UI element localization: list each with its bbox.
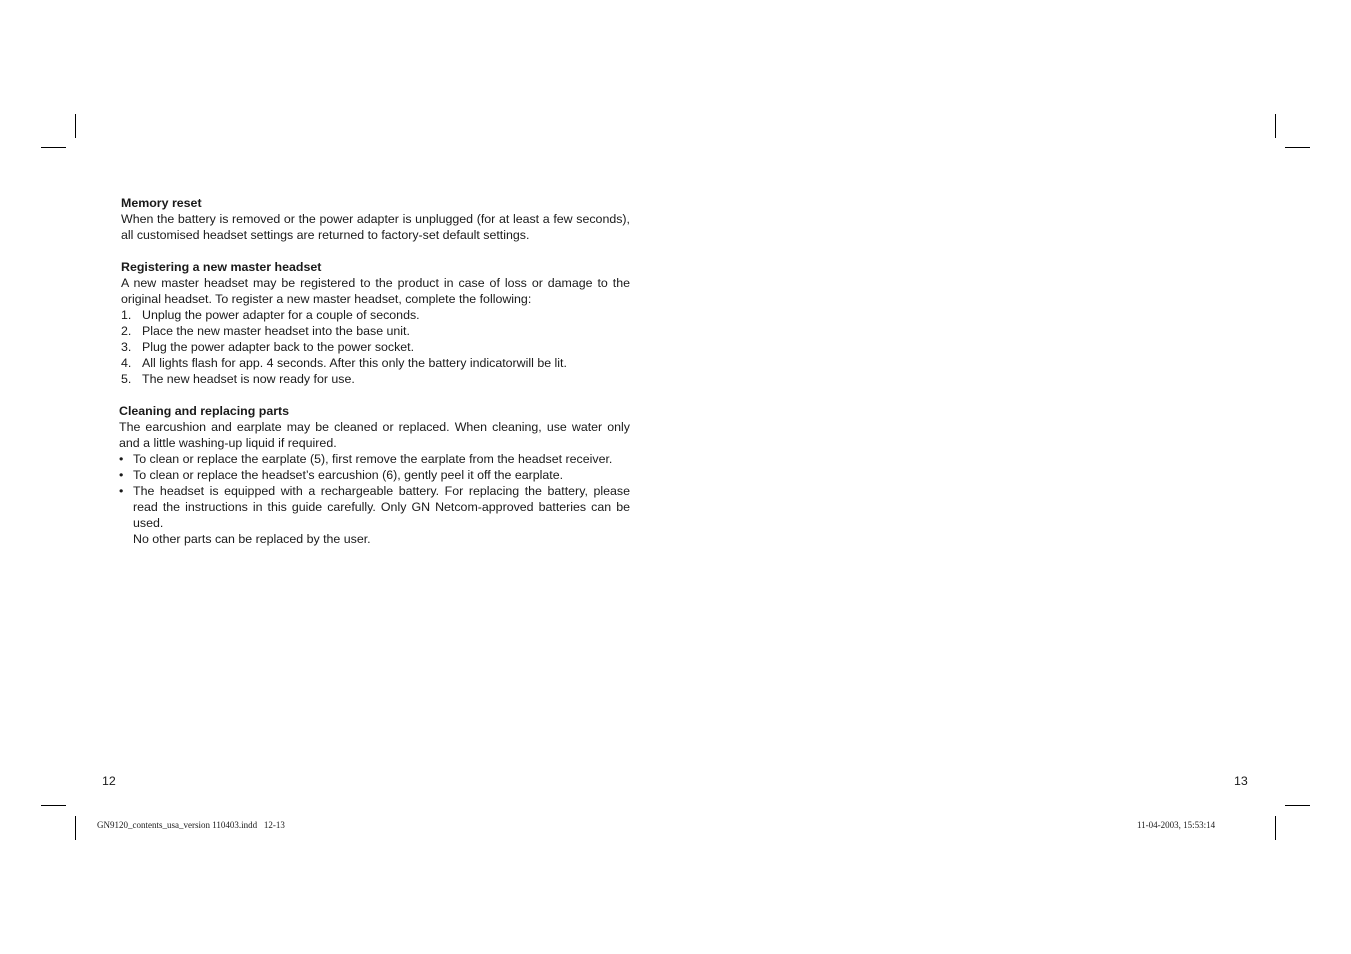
step-number: 2. [121, 324, 132, 338]
list-item [119, 483, 630, 531]
list-item [121, 339, 630, 355]
crop-mark-bottom-right-horizontal [1285, 805, 1310, 806]
bullet-text: The headset is equipped with a rechargeable battery. For replacing the battery, please read the instructions in this guide carefully. Only GN Netcom-approved batteries can be used. [133, 484, 630, 530]
crop-mark-bottom-left-horizontal [41, 805, 66, 806]
crop-mark-top-left-vertical [75, 114, 76, 138]
crop-mark-top-left-horizontal [41, 147, 66, 148]
section-cleaning-parts [119, 403, 630, 547]
bullet-icon: • [119, 468, 124, 482]
step-text: Place the new master headset into the base unit. [142, 324, 410, 338]
list-item [119, 467, 630, 483]
bullet-icon: • [119, 484, 124, 498]
step-text: Unplug the power adapter for a couple of seconds. [142, 308, 420, 322]
section-register-headset [121, 259, 630, 387]
list-item [121, 371, 630, 387]
step-number: 3. [121, 340, 132, 354]
section-heading: Memory reset [121, 196, 202, 210]
step-text: All lights flash for app. 4 seconds. After this only the battery indicatorwill be lit. [142, 356, 567, 370]
crop-mark-bottom-left-vertical [75, 816, 76, 840]
crop-mark-bottom-right-vertical [1275, 816, 1276, 840]
bullet-list [119, 451, 630, 531]
section-note: No other parts can be replaced by the user. [133, 532, 371, 546]
page-number-right: 13 [1234, 774, 1248, 788]
list-item [119, 451, 630, 467]
list-item [121, 307, 630, 323]
steps-list [121, 307, 630, 387]
page-number-left: 12 [102, 774, 116, 788]
step-text: The new headset is now ready for use. [142, 372, 355, 386]
bullet-text: To clean or replace the headset’s earcushion (6), gently peel it off the earplate. [133, 468, 564, 482]
list-item [121, 323, 630, 339]
bullet-icon: • [119, 452, 124, 466]
step-number: 5. [121, 372, 132, 386]
step-number: 4. [121, 356, 132, 370]
crop-mark-top-right-vertical [1275, 114, 1276, 138]
step-number: 1. [121, 308, 132, 322]
timestamp-slug: 11-04-2003, 15:53:14 [1137, 820, 1216, 830]
crop-mark-top-right-horizontal [1285, 147, 1310, 148]
section-paragraph: A new master headset may be registered to the product in case of loss or damage to the original headset. To register a new master headset, complete the following: [121, 276, 630, 306]
section-heading: Registering a new master headset [121, 260, 322, 274]
page-content [121, 195, 630, 563]
bullet-text: To clean or replace the earplate (5), first remove the earplate from the headset receiver. [133, 452, 613, 466]
section-memory-reset [121, 195, 630, 243]
section-heading: Cleaning and replacing parts [119, 404, 290, 418]
step-text: Plug the power adapter back to the power socket. [142, 340, 415, 354]
section-paragraph: When the battery is removed or the power adapter is unplugged (for at least a few seconds), all customised headset settings are returned to factory-set default settings. [121, 212, 630, 242]
file-slug: GN9120_contents_usa_version 110403.indd 12-13 [97, 820, 285, 830]
section-paragraph: The earcushion and earplate may be cleaned or replaced. When cleaning, use water only and a little washing-up liquid if required. [119, 420, 630, 450]
list-item [121, 355, 630, 371]
